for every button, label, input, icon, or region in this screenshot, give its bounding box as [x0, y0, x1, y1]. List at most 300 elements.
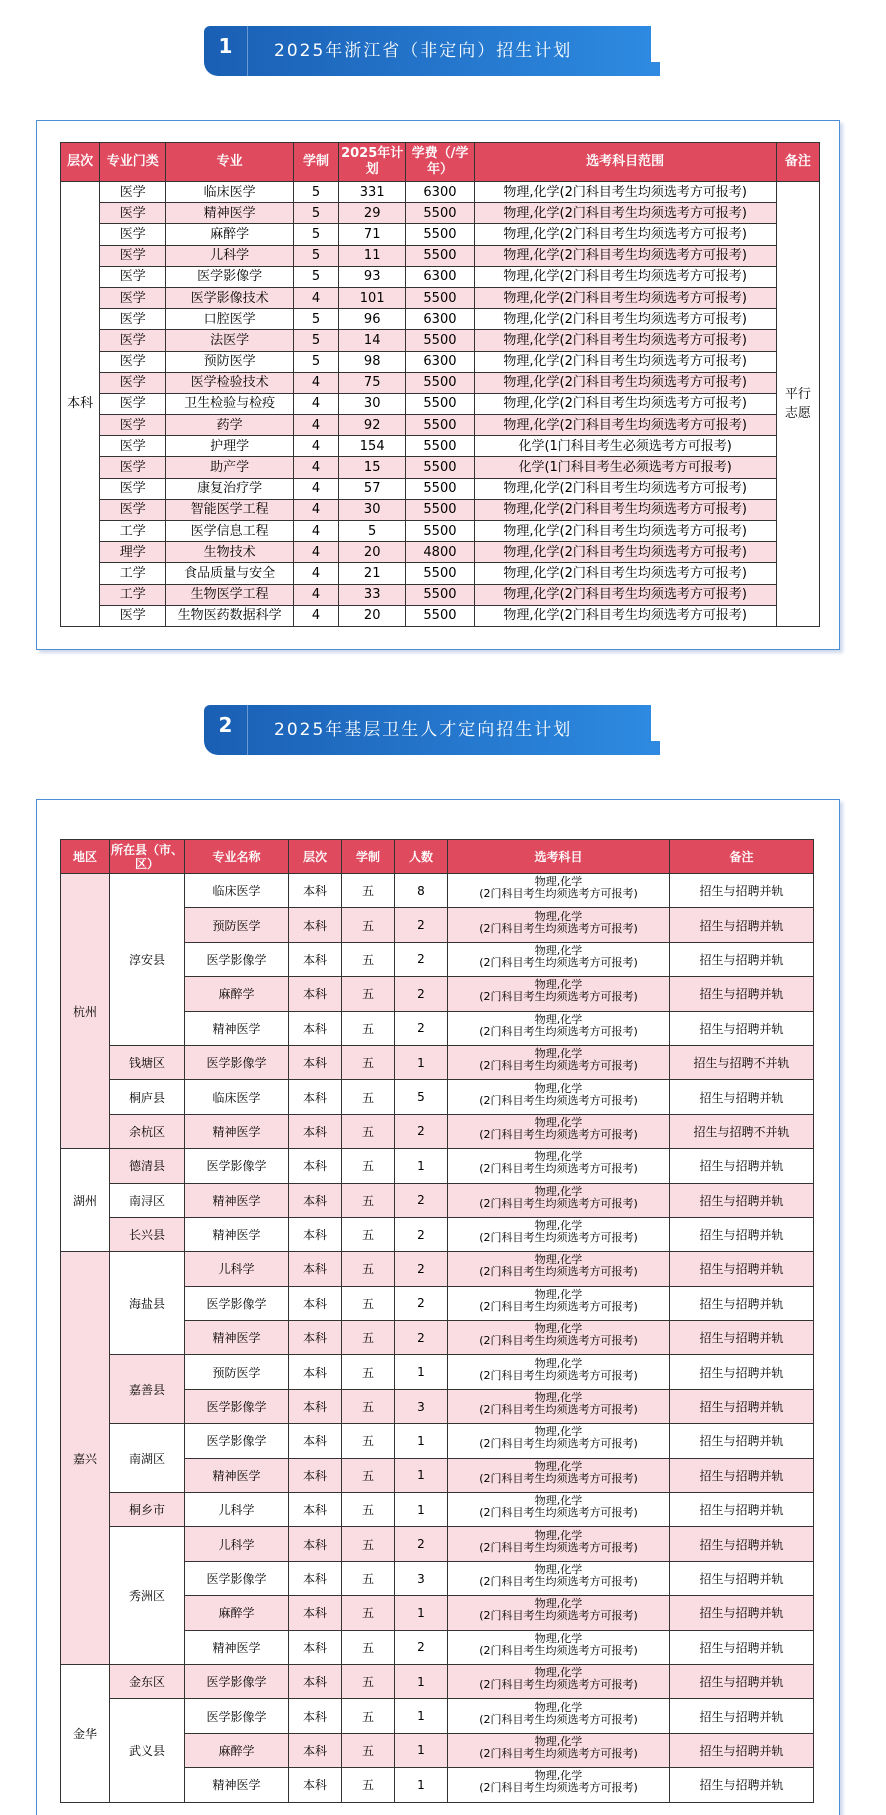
major-cell: 麻醉学 — [185, 977, 289, 1011]
count-cell: 8 — [395, 874, 448, 908]
table1-cell-plan: 93 — [339, 266, 406, 287]
subject-cell — [448, 942, 670, 976]
table1-cell-subj: 物理,化学(2门科目考生均须选考方可报考) — [474, 245, 776, 266]
remark-cell: 招生与招聘并轨 — [670, 1149, 814, 1183]
level-cell: 本科 — [289, 1321, 342, 1355]
remark-cell: 招生与招聘并轨 — [670, 1321, 814, 1355]
table1-cell-subj: 物理,化学(2门科目考生均须选考方可报考) — [474, 309, 776, 330]
years-cell: 五 — [342, 1596, 395, 1630]
table1-cell-fee: 5500 — [406, 224, 474, 245]
count-cell: 2 — [395, 1011, 448, 1045]
count-cell: 1 — [395, 1699, 448, 1733]
remark-cell: 招生与招聘并轨 — [670, 1596, 814, 1630]
table1-cell-subj: 物理,化学(2门科目考生均须选考方可报考) — [474, 203, 776, 224]
subject-line2: (2门科目考生均须选考方可报考) — [479, 1265, 638, 1279]
table2-header: 所在县（市、区） — [110, 840, 185, 874]
table1-cell-years: 4 — [293, 415, 338, 436]
table1-cell-subj: 物理,化学(2门科目考生均须选考方可报考) — [474, 605, 776, 626]
remark-cell: 招生与招聘并轨 — [670, 977, 814, 1011]
table1-cell-major: 生物医学工程 — [166, 584, 294, 605]
table1-cell-major: 儿科学 — [166, 245, 294, 266]
subject-line2: (2门科目考生均须选考方可报考) — [479, 1196, 638, 1210]
major-cell: 医学影像学 — [185, 1664, 289, 1698]
subject-cell — [448, 1183, 670, 1217]
remark-cell: 招生与招聘并轨 — [670, 1493, 814, 1527]
directed-plan-table — [60, 839, 814, 1803]
table2-header: 备注 — [670, 840, 814, 874]
remark-cell: 招生与招聘并轨 — [670, 1664, 814, 1698]
subject-cell — [448, 1114, 670, 1148]
table1-cell-plan: 15 — [339, 457, 406, 478]
remark-cell: 招生与招聘并轨 — [670, 1183, 814, 1217]
remark-cell: 招生与招聘并轨 — [670, 942, 814, 976]
table1-header: 选考科目范围 — [474, 143, 776, 182]
note-cell: 平行志愿 — [776, 182, 819, 627]
county-cell: 嘉善县 — [110, 1355, 185, 1424]
subject-line2: (2门科目考生均须选考方可报考) — [479, 1231, 638, 1245]
years-cell: 五 — [342, 1493, 395, 1527]
subject-cell — [448, 1045, 670, 1079]
table2-row — [61, 1217, 814, 1251]
major-cell: 临床医学 — [185, 1080, 289, 1114]
table1-cell-major: 康复治疗学 — [166, 478, 294, 499]
county-cell: 淳安县 — [110, 874, 185, 1046]
table1-row — [61, 499, 820, 520]
level-cell: 本科 — [289, 1699, 342, 1733]
table1-cell-major: 法医学 — [166, 330, 294, 351]
level-cell: 本科 — [289, 1664, 342, 1698]
major-cell: 预防医学 — [185, 908, 289, 942]
subject-cell — [448, 1389, 670, 1423]
count-cell: 2 — [395, 977, 448, 1011]
table1-cell-plan: 21 — [339, 563, 406, 584]
level-cell: 本科 — [289, 1183, 342, 1217]
count-cell: 3 — [395, 1561, 448, 1595]
years-cell: 五 — [342, 1114, 395, 1148]
subject-line2: (2门科目考生均须选考方可报考) — [479, 1059, 638, 1073]
level-cell: 本科 — [289, 1596, 342, 1630]
table1-cell-major: 医学影像学 — [166, 266, 294, 287]
subject-line2: (2门科目考生均须选考方可报考) — [479, 1540, 638, 1554]
level-cell: 本科 — [289, 1011, 342, 1045]
table1-cell-plan: 92 — [339, 415, 406, 436]
remark-cell: 招生与招聘并轨 — [670, 1424, 814, 1458]
count-cell: 2 — [395, 1321, 448, 1355]
years-cell: 五 — [342, 1183, 395, 1217]
subject-line2: (2门科目考生均须选考方可报考) — [479, 1471, 638, 1485]
table1-cell-years: 4 — [293, 436, 338, 457]
table1-cell-years: 5 — [293, 224, 338, 245]
table1-cell-years: 4 — [293, 584, 338, 605]
subject-line1: 物理,化学 — [534, 1494, 583, 1508]
major-cell: 医学影像学 — [185, 1561, 289, 1595]
table1-cell-subj: 物理,化学(2门科目考生均须选考方可报考) — [474, 182, 776, 203]
major-cell: 儿科学 — [185, 1527, 289, 1561]
table1-cell-years: 5 — [293, 309, 338, 330]
table1-cell-years: 4 — [293, 372, 338, 393]
count-cell: 1 — [395, 1596, 448, 1630]
major-cell: 麻醉学 — [185, 1596, 289, 1630]
subject-cell — [448, 977, 670, 1011]
table1-row — [61, 330, 820, 351]
table1-cell-cat: 医学 — [100, 415, 166, 436]
subject-line1: 物理,化学 — [534, 1734, 583, 1748]
level-cell: 本科 — [289, 1252, 342, 1286]
subject-line1: 物理,化学 — [534, 1597, 583, 1611]
level-cell: 本科 — [289, 1768, 342, 1802]
major-cell: 精神医学 — [185, 1114, 289, 1148]
table1-cell-years: 4 — [293, 393, 338, 414]
county-cell: 南湖区 — [110, 1424, 185, 1493]
table1-cell-cat: 理学 — [100, 542, 166, 563]
table1-cell-major: 智能医学工程 — [166, 499, 294, 520]
table1-cell-major: 助产学 — [166, 457, 294, 478]
count-cell: 3 — [395, 1389, 448, 1423]
remark-cell: 招生与招聘并轨 — [670, 1080, 814, 1114]
county-cell: 余杭区 — [110, 1114, 185, 1148]
years-cell: 五 — [342, 1699, 395, 1733]
table1-cell-plan: 30 — [339, 393, 406, 414]
subject-line2: (2门科目考生均须选考方可报考) — [479, 1781, 638, 1795]
table1-cell-plan: 101 — [339, 287, 406, 308]
subject-line2: (2门科目考生均须选考方可报考) — [479, 921, 638, 935]
table1-cell-subj: 物理,化学(2门科目考生均须选考方可报考) — [474, 287, 776, 308]
subject-line2: (2门科目考生均须选考方可报考) — [479, 1093, 638, 1107]
table1-cell-fee: 5500 — [406, 499, 474, 520]
table1-cell-years: 5 — [293, 330, 338, 351]
table2-header: 地区 — [61, 840, 110, 874]
table1-cell-subj: 物理,化学(2门科目考生均须选考方可报考) — [474, 351, 776, 372]
level-cell: 本科 — [61, 182, 100, 627]
table1-cell-fee: 6300 — [406, 182, 474, 203]
table1-cell-subj: 物理,化学(2门科目考生均须选考方可报考) — [474, 330, 776, 351]
years-cell: 五 — [342, 1321, 395, 1355]
level-cell: 本科 — [289, 1080, 342, 1114]
subject-line2: (2门科目考生均须选考方可报考) — [479, 1162, 638, 1176]
table1-cell-subj: 物理,化学(2门科目考生均须选考方可报考) — [474, 224, 776, 245]
count-cell: 2 — [395, 1114, 448, 1148]
table2-header: 选考科目 — [448, 840, 670, 874]
years-cell: 五 — [342, 1217, 395, 1251]
table1-cell-cat: 医学 — [100, 245, 166, 266]
section-2-number: 2 — [204, 705, 248, 755]
table1-cell-major: 卫生检验与检疫 — [166, 393, 294, 414]
table1-cell-fee: 5500 — [406, 287, 474, 308]
remark-cell: 招生与招聘并轨 — [670, 1252, 814, 1286]
remark-cell: 招生与招聘并轨 — [670, 1527, 814, 1561]
table1-cell-fee: 5500 — [406, 563, 474, 584]
count-cell: 2 — [395, 1286, 448, 1320]
table1-cell-subj: 物理,化学(2门科目考生均须选考方可报考) — [474, 499, 776, 520]
table1-row — [61, 224, 820, 245]
years-cell: 五 — [342, 1389, 395, 1423]
table1-cell-fee: 5500 — [406, 415, 474, 436]
table1-cell-plan: 57 — [339, 478, 406, 499]
table1-row — [61, 478, 820, 499]
remark-cell: 招生与招聘并轨 — [670, 1286, 814, 1320]
level-cell: 本科 — [289, 1286, 342, 1320]
table1-cell-fee: 6300 — [406, 266, 474, 287]
table1-row — [61, 563, 820, 584]
table1-row — [61, 393, 820, 414]
table1-cell-years: 5 — [293, 266, 338, 287]
subject-line1: 物理,化学 — [534, 1253, 583, 1267]
major-cell: 医学影像学 — [185, 942, 289, 976]
table1-cell-major: 精神医学 — [166, 203, 294, 224]
table1-cell-subj: 物理,化学(2门科目考生均须选考方可报考) — [474, 521, 776, 542]
table1-cell-plan: 30 — [339, 499, 406, 520]
table1-cell-plan: 71 — [339, 224, 406, 245]
level-cell: 本科 — [289, 1355, 342, 1389]
subject-line2: (2门科目考生均须选考方可报考) — [479, 1609, 638, 1623]
level-cell: 本科 — [289, 1458, 342, 1492]
years-cell: 五 — [342, 1045, 395, 1079]
table1-cell-cat: 医学 — [100, 372, 166, 393]
years-cell: 五 — [342, 1458, 395, 1492]
table1-cell-plan: 33 — [339, 584, 406, 605]
years-cell: 五 — [342, 977, 395, 1011]
subject-line2: (2门科目考生均须选考方可报考) — [479, 1127, 638, 1141]
table1-cell-subj: 物理,化学(2门科目考生均须选考方可报考) — [474, 415, 776, 436]
county-cell: 桐乡市 — [110, 1493, 185, 1527]
years-cell: 五 — [342, 1011, 395, 1045]
table2-row — [61, 1149, 814, 1183]
subject-line2: (2门科目考生均须选考方可报考) — [479, 1746, 638, 1760]
subject-line1: 物理,化学 — [534, 1356, 583, 1370]
remark-cell: 招生与招聘并轨 — [670, 908, 814, 942]
subject-line1: 物理,化学 — [534, 978, 583, 992]
subject-cell — [448, 1080, 670, 1114]
subject-cell — [448, 1355, 670, 1389]
table1-cell-years: 5 — [293, 245, 338, 266]
table1-cell-cat: 医学 — [100, 182, 166, 203]
remark-cell: 招生与招聘并轨 — [670, 1011, 814, 1045]
section-1-banner — [204, 26, 660, 76]
count-cell: 1 — [395, 1045, 448, 1079]
count-cell: 2 — [395, 1217, 448, 1251]
subject-line1: 物理,化学 — [534, 1012, 583, 1026]
years-cell: 五 — [342, 942, 395, 976]
count-cell: 1 — [395, 1768, 448, 1802]
subject-line1: 物理,化学 — [534, 1769, 583, 1783]
subject-cell — [448, 1733, 670, 1767]
level-cell: 本科 — [289, 1217, 342, 1251]
years-cell: 五 — [342, 1424, 395, 1458]
subject-line1: 物理,化学 — [534, 875, 583, 889]
count-cell: 1 — [395, 1664, 448, 1698]
count-cell: 2 — [395, 1630, 448, 1664]
subject-cell — [448, 1424, 670, 1458]
major-cell: 医学影像学 — [185, 1424, 289, 1458]
table1-header: 层次 — [61, 143, 100, 182]
remark-cell: 招生与招聘并轨 — [670, 1561, 814, 1595]
table1-cell-fee: 5500 — [406, 372, 474, 393]
years-cell: 五 — [342, 1561, 395, 1595]
table1-cell-plan: 11 — [339, 245, 406, 266]
table1-cell-subj: 物理,化学(2门科目考生均须选考方可报考) — [474, 542, 776, 563]
table1-row — [61, 203, 820, 224]
table1-cell-fee: 5500 — [406, 521, 474, 542]
table1-cell-subj: 物理,化学(2门科目考生均须选考方可报考) — [474, 266, 776, 287]
table2-row — [61, 1252, 814, 1286]
table1-cell-cat: 医学 — [100, 287, 166, 308]
county-cell: 钱塘区 — [110, 1045, 185, 1079]
table1-cell-cat: 医学 — [100, 330, 166, 351]
subject-line1: 物理,化学 — [534, 1150, 583, 1164]
region-cell: 杭州 — [61, 874, 110, 1149]
level-cell: 本科 — [289, 1733, 342, 1767]
major-cell: 临床医学 — [185, 874, 289, 908]
subject-line2: (2门科目考生均须选考方可报考) — [479, 1575, 638, 1588]
table2-row — [61, 1355, 814, 1389]
table1-cell-fee: 5500 — [406, 203, 474, 224]
table1-header: 2025年计划 — [339, 143, 406, 182]
table1-cell-major: 护理学 — [166, 436, 294, 457]
table1-cell-plan: 14 — [339, 330, 406, 351]
table1-cell-major: 口腔医学 — [166, 309, 294, 330]
subject-line1: 物理,化学 — [534, 1563, 583, 1576]
subject-line1: 物理,化学 — [534, 1081, 583, 1095]
table1-row — [61, 584, 820, 605]
level-cell: 本科 — [289, 1389, 342, 1423]
remark-cell: 招生与招聘不并轨 — [670, 1114, 814, 1148]
major-cell: 精神医学 — [185, 1011, 289, 1045]
region-cell: 金华 — [61, 1664, 110, 1802]
years-cell: 五 — [342, 908, 395, 942]
table1-cell-plan: 20 — [339, 542, 406, 563]
subject-cell — [448, 874, 670, 908]
table1-row — [61, 351, 820, 372]
subject-cell — [448, 1768, 670, 1802]
table1-row — [61, 309, 820, 330]
subject-line2: (2门科目考生均须选考方可报考) — [479, 1678, 638, 1692]
major-cell: 精神医学 — [185, 1458, 289, 1492]
count-cell: 1 — [395, 1493, 448, 1527]
subject-line2: (2门科目考生均须选考方可报考) — [479, 1437, 638, 1451]
section-2-banner — [204, 705, 660, 755]
section-1-number: 1 — [204, 26, 248, 76]
table1-cell-years: 4 — [293, 287, 338, 308]
table1-cell-years: 4 — [293, 521, 338, 542]
table1-row — [61, 457, 820, 478]
subject-line1: 物理,化学 — [534, 1459, 583, 1473]
table1-cell-subj: 物理,化学(2门科目考生均须选考方可报考) — [474, 563, 776, 584]
table1-cell-plan: 96 — [339, 309, 406, 330]
level-cell: 本科 — [289, 977, 342, 1011]
table1-cell-fee: 5500 — [406, 393, 474, 414]
table2-row — [61, 1664, 814, 1698]
table1-header: 备注 — [776, 143, 819, 182]
table1-header: 专业 — [166, 143, 294, 182]
subject-cell — [448, 1596, 670, 1630]
years-cell: 五 — [342, 1733, 395, 1767]
table1-cell-major: 药学 — [166, 415, 294, 436]
table1-cell-years: 5 — [293, 351, 338, 372]
table1-cell-fee: 5500 — [406, 330, 474, 351]
level-cell: 本科 — [289, 1527, 342, 1561]
level-cell: 本科 — [289, 1045, 342, 1079]
remark-cell: 招生与招聘并轨 — [670, 1217, 814, 1251]
table1-cell-years: 4 — [293, 457, 338, 478]
table2-row — [61, 1080, 814, 1114]
table1-cell-plan: 20 — [339, 605, 406, 626]
years-cell: 五 — [342, 1527, 395, 1561]
table1-cell-cat: 医学 — [100, 436, 166, 457]
major-cell: 医学影像学 — [185, 1699, 289, 1733]
subject-line1: 物理,化学 — [534, 1528, 583, 1542]
subject-line2: (2门科目考生均须选考方可报考) — [479, 1403, 638, 1417]
county-cell: 金东区 — [110, 1664, 185, 1698]
table1-cell-years: 4 — [293, 499, 338, 520]
count-cell: 1 — [395, 1458, 448, 1492]
years-cell: 五 — [342, 1768, 395, 1802]
level-cell: 本科 — [289, 1114, 342, 1148]
major-cell: 精神医学 — [185, 1321, 289, 1355]
major-cell: 精神医学 — [185, 1183, 289, 1217]
region-cell: 湖州 — [61, 1149, 110, 1252]
region-cell: 嘉兴 — [61, 1252, 110, 1665]
table1-cell-major: 食品质量与安全 — [166, 563, 294, 584]
subject-line2: (2门科目考生均须选考方可报考) — [479, 1024, 638, 1038]
remark-cell: 招生与招聘并轨 — [670, 874, 814, 908]
table1-cell-cat: 工学 — [100, 521, 166, 542]
major-cell: 精神医学 — [185, 1217, 289, 1251]
table1-cell-plan: 331 — [339, 182, 406, 203]
subject-line1: 物理,化学 — [534, 1219, 583, 1233]
table1-row — [61, 605, 820, 626]
level-cell: 本科 — [289, 1630, 342, 1664]
subject-cell — [448, 1321, 670, 1355]
table1-cell-cat: 工学 — [100, 584, 166, 605]
subject-line1: 物理,化学 — [534, 1391, 583, 1405]
subject-cell — [448, 1217, 670, 1251]
level-cell: 本科 — [289, 1424, 342, 1458]
table1-cell-cat: 医学 — [100, 351, 166, 372]
table1-cell-cat: 医学 — [100, 224, 166, 245]
table1-header: 学制 — [293, 143, 338, 182]
remark-cell: 招生与招聘并轨 — [670, 1389, 814, 1423]
count-cell: 2 — [395, 1183, 448, 1217]
subject-line2: (2门科目考生均须选考方可报考) — [479, 1712, 638, 1726]
table2-row — [61, 1699, 814, 1733]
subject-line2: (2门科目考生均须选考方可报考) — [479, 1506, 638, 1520]
count-cell: 2 — [395, 1527, 448, 1561]
subject-line1: 物理,化学 — [534, 1700, 583, 1714]
subject-line2: (2门科目考生均须选考方可报考) — [479, 1368, 638, 1382]
table2-row — [61, 874, 814, 908]
major-cell: 精神医学 — [185, 1768, 289, 1802]
table1-cell-fee: 5500 — [406, 457, 474, 478]
table1-cell-plan: 154 — [339, 436, 406, 457]
years-cell: 五 — [342, 1664, 395, 1698]
subject-cell — [448, 1561, 670, 1595]
remark-cell: 招生与招聘并轨 — [670, 1630, 814, 1664]
remark-cell: 招生与招聘并轨 — [670, 1355, 814, 1389]
table1-cell-fee: 4800 — [406, 542, 474, 563]
section-1-title: 2025年浙江省（非定向）招生计划 — [274, 41, 573, 61]
table1-cell-fee: 5500 — [406, 245, 474, 266]
count-cell: 2 — [395, 942, 448, 976]
table1-row — [61, 372, 820, 393]
subject-line1: 物理,化学 — [534, 1047, 583, 1061]
table1-cell-major: 预防医学 — [166, 351, 294, 372]
table1-cell-cat: 医学 — [100, 309, 166, 330]
major-cell: 医学影像学 — [185, 1286, 289, 1320]
table1-cell-fee: 6300 — [406, 309, 474, 330]
table1-cell-plan: 5 — [339, 521, 406, 542]
table1-cell-years: 5 — [293, 182, 338, 203]
subject-line1: 物理,化学 — [534, 1287, 583, 1301]
